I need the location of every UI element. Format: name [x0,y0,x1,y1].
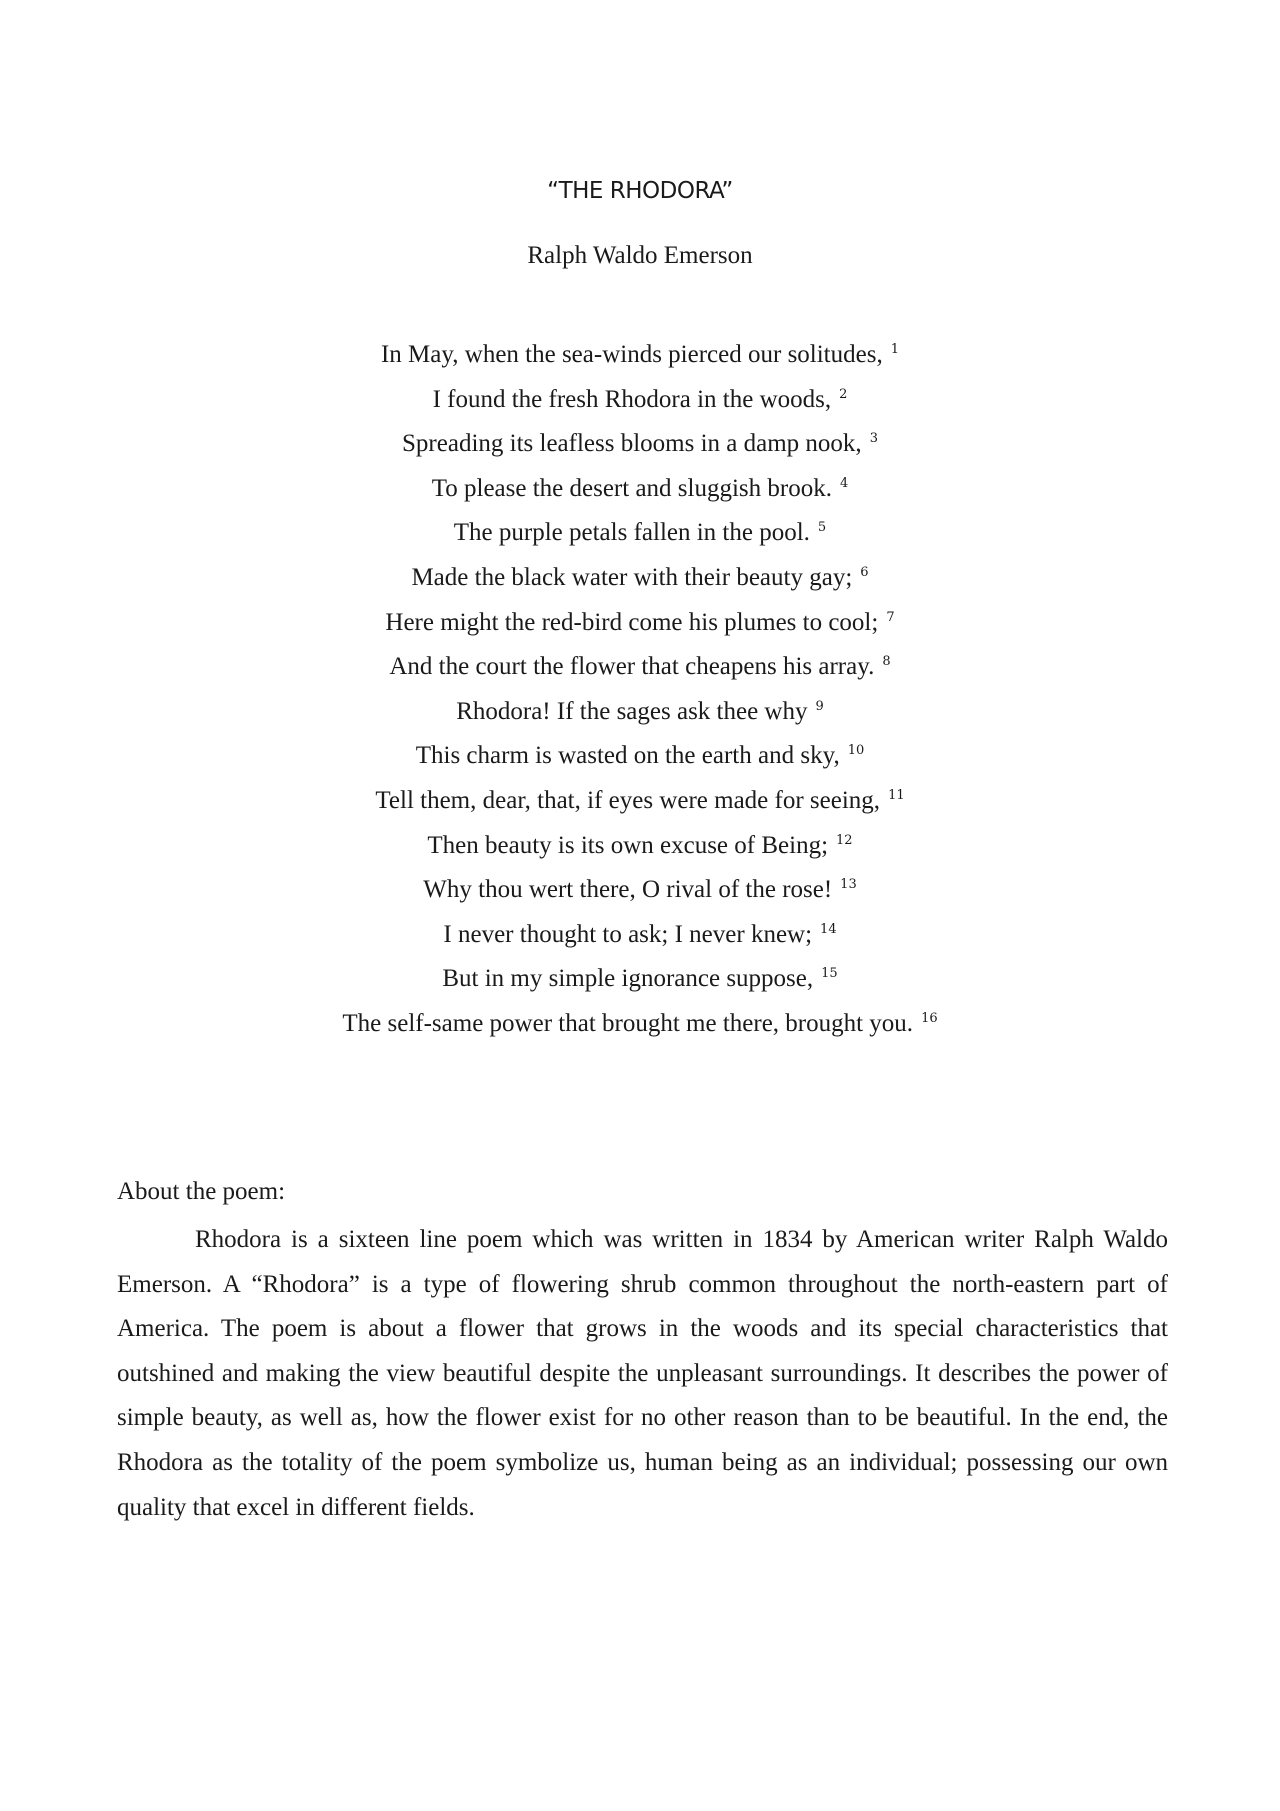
poem-line-text: The purple petals fallen in the pool. [453,519,810,547]
poem-line-text: I found the fresh Rhodora in the woods, [432,385,832,413]
line-number: 12 [836,832,853,848]
poem-line [0,774,1280,819]
about-paragraph: Rhodora is a sixteen line poem which was written in 1834 by American writer Ralph Waldo Emerson. A “Rhodora” is a type of flowering shrub common throughout the north-eastern part of America. The poem is about a flower that grows in the woods and its special characteristics that outshined and making the view beautiful despite the unpleasant surroundings. It describes the power of simple beauty, as well as, how the flower exist for no other reason than to be beautiful. In the end, the Rhodora as the totality of the poem symbolize us, human being as an individual; possessing our own quality that excel in different fields. [117,1226,1168,1521]
poem-line [0,729,1280,774]
poem-line-text: I never thought to ask; I never knew; [443,920,813,948]
line-number: 4 [839,475,849,491]
line-number: 7 [886,609,895,625]
line-number: 16 [921,1010,938,1026]
line-number: 11 [888,787,905,803]
poem-line [0,596,1280,641]
poem-line-text: And the court the flower that cheapens his array. [389,653,875,681]
line-number: 15 [821,966,838,982]
poem-line-text: Then beauty is its own excuse of Being; [427,831,829,859]
poem-line [0,417,1280,462]
poem-line [0,328,1280,373]
poem-line-text: Why thou wert there, O rival of the rose! [423,876,833,904]
line-number: 10 [847,743,865,759]
poem-line [0,462,1280,507]
poem-line [0,640,1280,685]
poem-line-text: Tell them, dear, that, if eyes were made for seeing, [375,786,881,814]
line-number: 2 [839,386,848,402]
poem-line [0,551,1280,596]
poem-line-text: In May, when the sea-winds pierced our solitudes, [380,341,883,368]
line-number: 5 [817,520,827,536]
poem-line-text: Rhodora! If the sages ask thee why [456,697,808,725]
line-number: 8 [882,654,891,670]
poem-stanza [0,328,1280,1042]
poem-line [0,685,1280,730]
line-number: 3 [869,431,878,447]
poem-author: Ralph Waldo Emerson [527,242,753,269]
poem-line [0,952,1280,997]
poem-line [0,819,1280,864]
poem-line [0,997,1280,1042]
poem-line-text: Made the black water with their beauty gay; [411,563,853,591]
poem-line-text: Here might the red-bird come his plumes to cool; [385,608,879,636]
line-number: 14 [820,921,837,937]
line-number: 9 [815,698,824,714]
poem-line-text: But in my simple ignorance suppose, [442,965,814,993]
poem-line [0,506,1280,551]
poem-line-text: Spreading its leafless blooms in a damp nook, [402,430,862,458]
poem-title: “THE RHODORA” [547,178,733,204]
poem-line [0,373,1280,418]
about-heading: About the poem: [117,1178,286,1205]
line-number: 13 [840,877,857,893]
poem-line-text: This charm is wasted on the earth and sky, [415,742,840,770]
poem-line-text: To please the desert and sluggish brook. [431,474,832,502]
poem-line [0,863,1280,908]
line-number: 1 [890,342,899,357]
poem-line-text: The self-same power that brought me there, brought you. [342,1009,914,1037]
line-number: 6 [860,564,869,580]
poem-line [0,908,1280,953]
